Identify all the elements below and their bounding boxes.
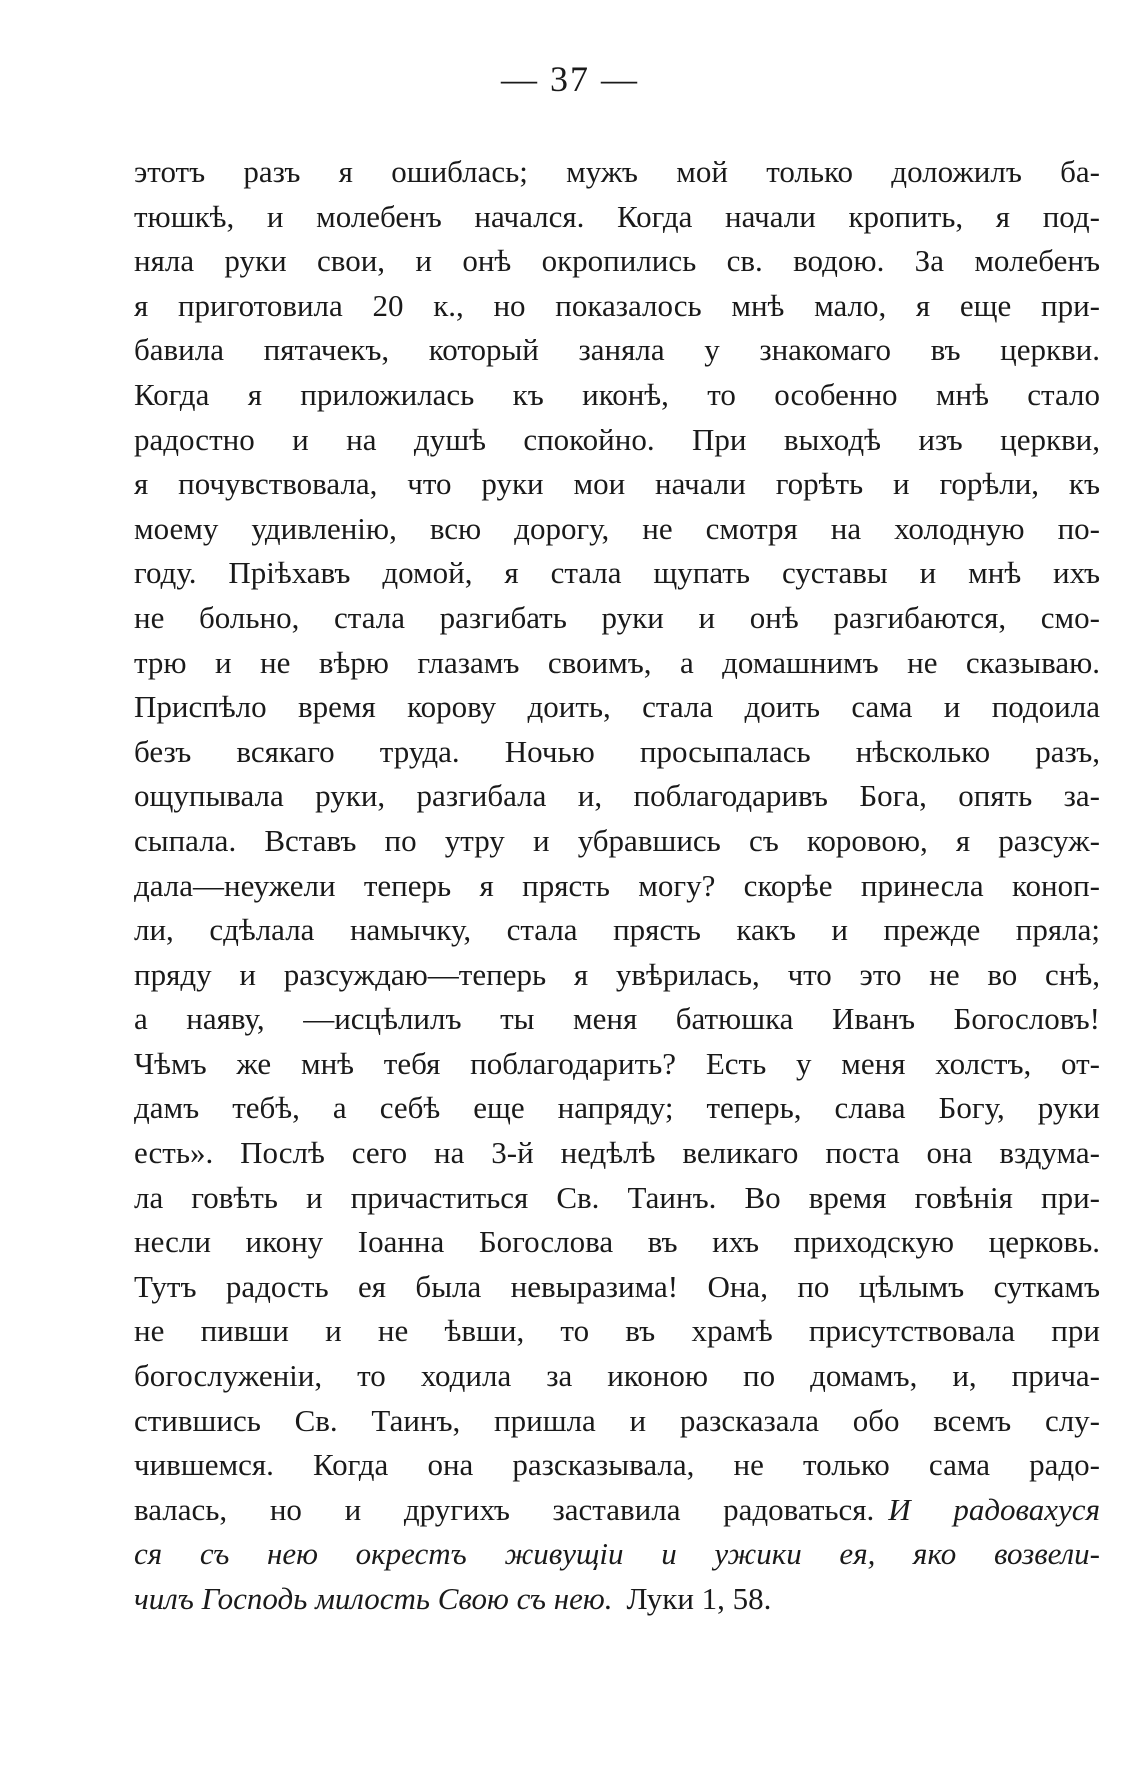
text-line: Тутъ радость ея была невыразима! Она, по цѣлымъ суткамъ <box>134 1268 1100 1304</box>
text-line: я приготовила 20 к., но показалось мнѣ мало, я еще при- <box>134 287 1100 323</box>
text-line: ощупывала руки, разгибала и, поблагодаривъ Бога, опять за- <box>134 778 1100 814</box>
text-line: несли икону Іоанна Богослова въ ихъ приходскую церковь. <box>134 1224 1100 1260</box>
text-line: трю и не вѣрю глазамъ своимъ, а домашнимъ не сказываю. <box>134 644 1100 680</box>
scripture-quote: чилъ Господь милость Свою съ нею. <box>134 1581 613 1616</box>
text-line: моему удивленію, всю дорогу, не смотря на холодную по- <box>134 510 1100 546</box>
text-line: радостно и на душѣ спокойно. При выходѣ изъ церкви, <box>134 421 1100 457</box>
text-line: дала—неужели теперь я прясть могу? скорѣе принесла коноп- <box>134 867 1100 903</box>
text-line: пряду и разсуждаю—теперь я увѣрилась, что это не во снѣ, <box>134 956 1100 992</box>
text-line: богослуженіи, то ходила за иконою по домамъ, и, прича- <box>134 1358 1100 1394</box>
text-line-mixed <box>134 1577 1100 1622</box>
text-line: чившемся. Когда она разсказывала, не только сама радо- <box>134 1447 1100 1483</box>
scripture-reference: Луки 1, 58. <box>626 1581 772 1616</box>
text-line-mixed <box>134 1488 1100 1533</box>
text-line: Чѣмъ же мнѣ тебя поблагодарить? Есть у меня холстъ, от- <box>134 1045 1100 1081</box>
text-line: Когда я приложилась къ иконѣ, то особенно мнѣ стало <box>134 376 1100 412</box>
text-line: дамъ тебѣ, а себѣ еще напряду; теперь, слава Богу, руки <box>134 1090 1100 1126</box>
text-line: ли, сдѣлала намычку, стала прясть какъ и прежде пряла; <box>134 912 1100 948</box>
text-line: есть». Послѣ сего на 3-й недѣлѣ великаго поста она вздума- <box>134 1135 1100 1171</box>
text-line: няла руки свои, и онѣ окропились св. водою. За молебенъ <box>134 243 1100 279</box>
text-line: стившись Св. Таинъ, пришла и разсказала обо всемъ слу- <box>134 1402 1100 1438</box>
text-line: Приспѣло время корову доить, стала доить сама и подоила <box>134 689 1100 725</box>
text-line: этотъ разъ я ошиблась; мужъ мой только доложилъ ба- <box>134 154 1100 189</box>
text-line: тюшкѣ, и молебенъ начался. Когда начали кропить, я под- <box>134 198 1100 234</box>
text-line: не пивши и не ѣвши, то въ храмѣ присутствовала при <box>134 1313 1100 1349</box>
text-line: я почувствовала, что руки мои начали горѣть и горѣли, къ <box>134 466 1100 502</box>
scripture-quote-line: ся съ нею окрестъ живущіи и ужики ея, яко возвели- <box>134 1536 1100 1572</box>
body-text <box>134 150 1100 1622</box>
page-number: — 37 — <box>501 59 639 99</box>
text-segment-regular: валась, но и другихъ заставила радоваться. <box>134 1491 875 1527</box>
text-line: а наяву, —исцѣлилъ ты меня батюшка Иванъ Богословъ! <box>134 1001 1100 1037</box>
text-line: не больно, стала разгибать руки и онѣ разгибаются, смо- <box>134 599 1100 635</box>
text-line: сыпала. Вставъ по утру и убравшись съ коровою, я разсуж- <box>134 822 1100 858</box>
scripture-quote: И радовахуся <box>888 1491 1100 1527</box>
text-line: безъ всякаго труда. Ночью просыпалась нѣсколько разъ, <box>134 733 1100 769</box>
text-line: году. Пріѣхавъ домой, я стала щупать суставы и мнѣ ихъ <box>134 555 1100 591</box>
text-line: ла говѣть и причаститься Св. Таинъ. Во время говѣнія при- <box>134 1179 1100 1215</box>
text-line: бавила пятачекъ, который заняла у знакомаго въ церкви. <box>134 332 1100 368</box>
